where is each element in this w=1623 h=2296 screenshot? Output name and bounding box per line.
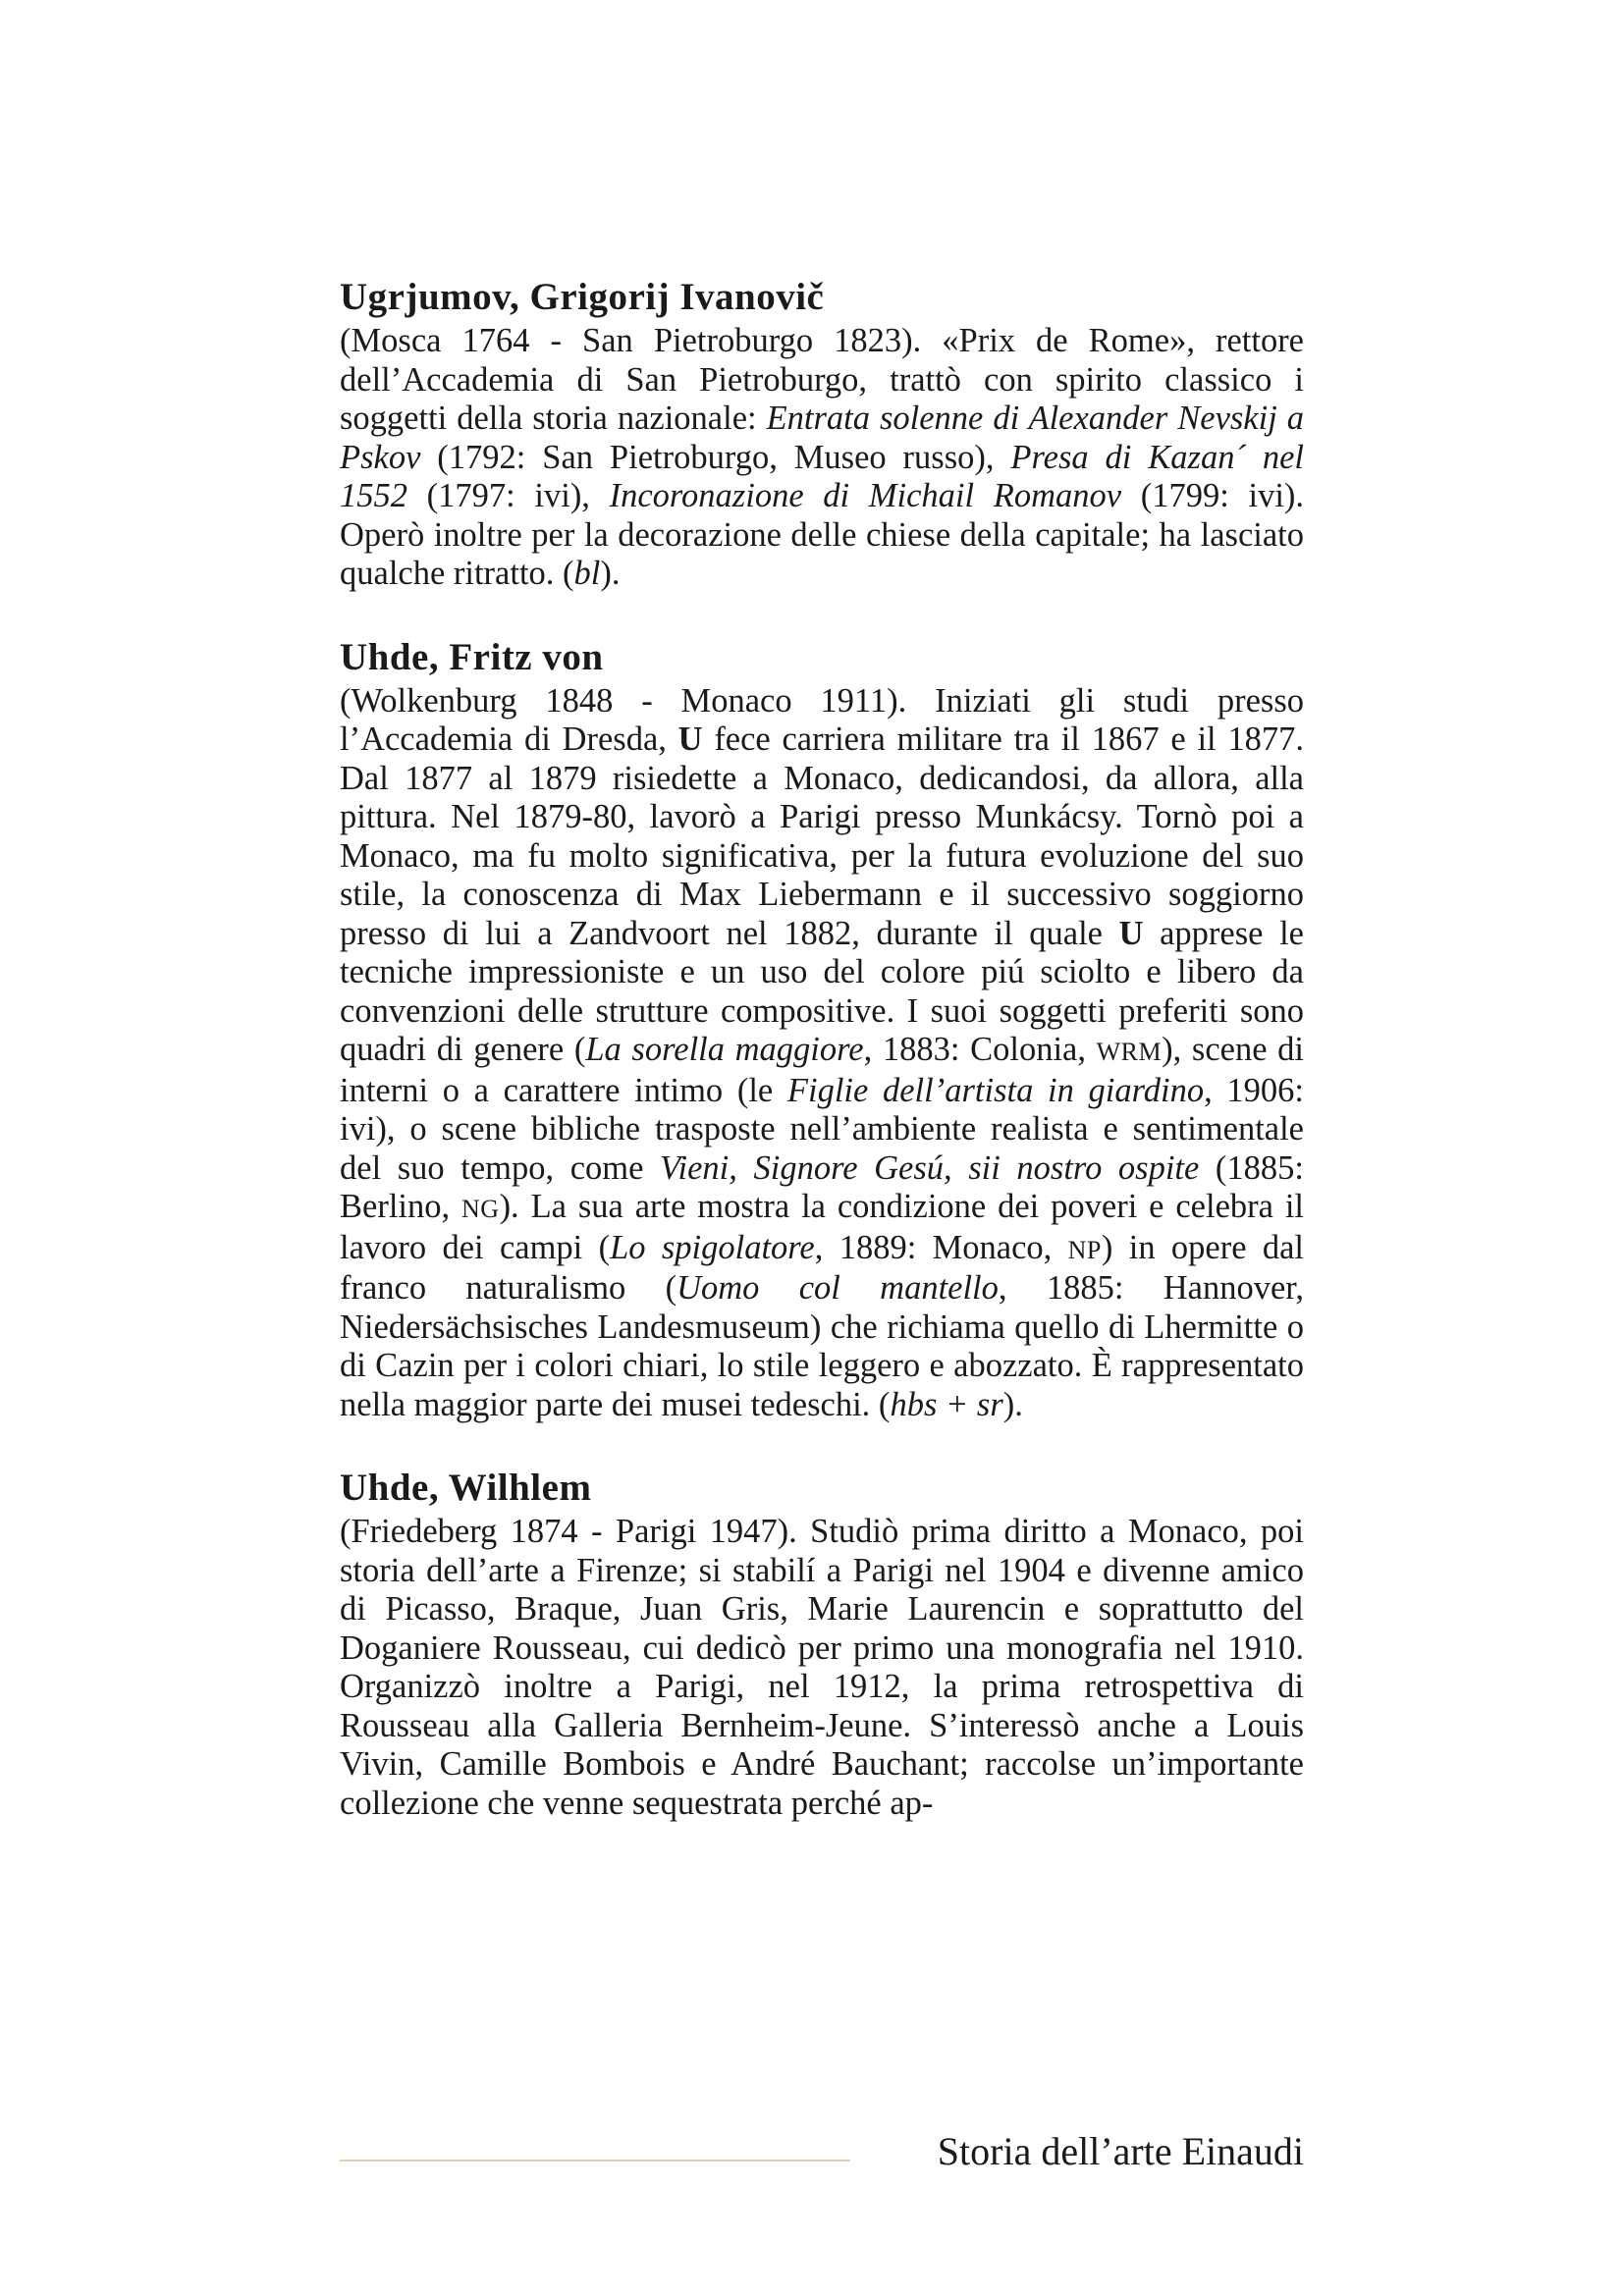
italic-span: Lo spigolatore — [610, 1228, 815, 1266]
entry-headword: Uhde, Wilhlem — [340, 1467, 592, 1509]
smallcaps-span: NP — [1067, 1235, 1102, 1264]
italic-span: Vieni, Signore Gesú, sii nostro ospite — [660, 1148, 1200, 1187]
footer-rule — [340, 2160, 850, 2162]
text-span: (Friedeberg 1874 - Parigi 1947). Studiò prima diritto a Monaco, poi storia dell’arte a Firenze; si stabilí a Parigi nel 1904 e divenne amico di Picasso, Braque, Juan Gris, Marie Laurencin e soprattutto del Doganiere Rousseau, cui dedicò per primo una monografia nel 1910. Organizzò inoltre a Parigi, nel 1912, la prima retrospettiva di Rousseau alla Galleria Bernheim-Jeune. S’interessò anche a Louis Vivin, Camille Bombois e André Bauchant; raccolse un’importante collezione che venne sequestrata perché ap- — [340, 1513, 1304, 1822]
text-span: (1792: San Pietroburgo, Museo russo), — [420, 438, 1011, 476]
text-span: ). La sua arte mostra la condizione dei poveri e celebra il lavoro dei campi ( — [340, 1188, 1305, 1266]
text-span: , 1889: Monaco, — [814, 1228, 1068, 1266]
text-span: (1797: ivi), — [407, 477, 610, 514]
text-span: ), scene di interni o a carattere intimo (le — [340, 1031, 1304, 1109]
smallcaps-span: NG — [461, 1195, 500, 1223]
dictionary-page — [340, 275, 1304, 1823]
smallcaps-span: WRM — [1096, 1038, 1163, 1066]
text-span: , 1883: Colonia, — [863, 1031, 1097, 1068]
entry-body — [340, 682, 1304, 1425]
italic-span: Incoronazione di Michail Romanov — [609, 477, 1122, 514]
page-footer — [340, 2122, 1304, 2181]
text-span: (Mosca 1764 - San Pietroburgo 1823). «Prix de Rome», rettore dell’Accademia di San Pietroburgo, trattò con spirito classico i soggetti della storia nazionale: — [340, 322, 1304, 437]
italic-span: Figlie dell’artista in giardino — [786, 1071, 1205, 1109]
entry-headword: Uhde, Fritz von — [340, 635, 604, 678]
bold-span: U — [677, 721, 703, 758]
entry-headword: Ugrjumov, Grigorij Ivanovič — [340, 276, 825, 318]
text-span: (1799: ivi). Operò inoltre per la decorazione delle chiese della capitale; ha lasciato qualche ritratto. ( — [340, 477, 1305, 592]
entry-ugrjumov — [340, 275, 1304, 594]
italic-span: Presa di Kazan´ nel 1552 — [340, 438, 1305, 514]
text-span: apprese le tecniche impressioniste e un uso del colore piú sciolto e libero da convenzioni delle strutture compositive. I suoi soggetti preferiti sono quadri di genere ( — [340, 914, 1304, 1068]
text-span: , 1906: ivi), o scene bibliche trasposte nell’ambiente realista e sentimentale del suo tempo, come — [340, 1071, 1305, 1187]
italic-span: Uomo col mantello — [676, 1269, 999, 1307]
entry-body — [340, 1513, 1304, 1823]
italic-span: Entrata solenne di Alexander Nevskij a Pskov — [340, 400, 1305, 476]
entry-uhde-wilhlem — [340, 1466, 1304, 1823]
bold-span: U — [1118, 914, 1144, 952]
text-span: fece carriera militare tra il 1867 e il 1877. Dal 1877 al 1879 risiedette a Monaco, dedicandosi, da allora, alla pittura. Nel 1879-80, lavorò a Parigi presso Munkácsy. Tornò poi a Monaco, ma fu molto significativa, per la futura evoluzione del suo stile, la conoscenza di Max Liebermann e il successivo soggiorno presso di lui a Zandvoort nel 1882, durante il quale — [340, 721, 1304, 952]
italic-span: hbs + sr — [890, 1385, 1003, 1423]
text-span: ) in opere dal franco naturalismo ( — [340, 1228, 1305, 1307]
text-span: ). — [600, 555, 621, 592]
text-span: (Wolkenburg 1848 - Monaco 1911). Iniziati gli studi presso l’Accademia di Dresda, — [340, 681, 1304, 758]
text-span: ). — [1002, 1385, 1023, 1423]
entry-uhde-fritz — [340, 635, 1304, 1425]
italic-span: La sorella maggiore — [585, 1031, 864, 1068]
entry-body — [340, 322, 1304, 594]
italic-span: bl — [573, 555, 601, 592]
footer-title: Storia dell’arte Einaudi — [937, 2129, 1304, 2173]
text-span: (1885: Berlino, — [340, 1148, 1304, 1225]
text-span: , 1885: Hannover, Niedersächsisches Landesmuseum) che richiama quello di Lhermitte o di Cazin per i colori chiari, lo stile leggero e abozzato. È rappresentato nella maggior parte dei musei tedeschi. ( — [340, 1269, 1304, 1423]
